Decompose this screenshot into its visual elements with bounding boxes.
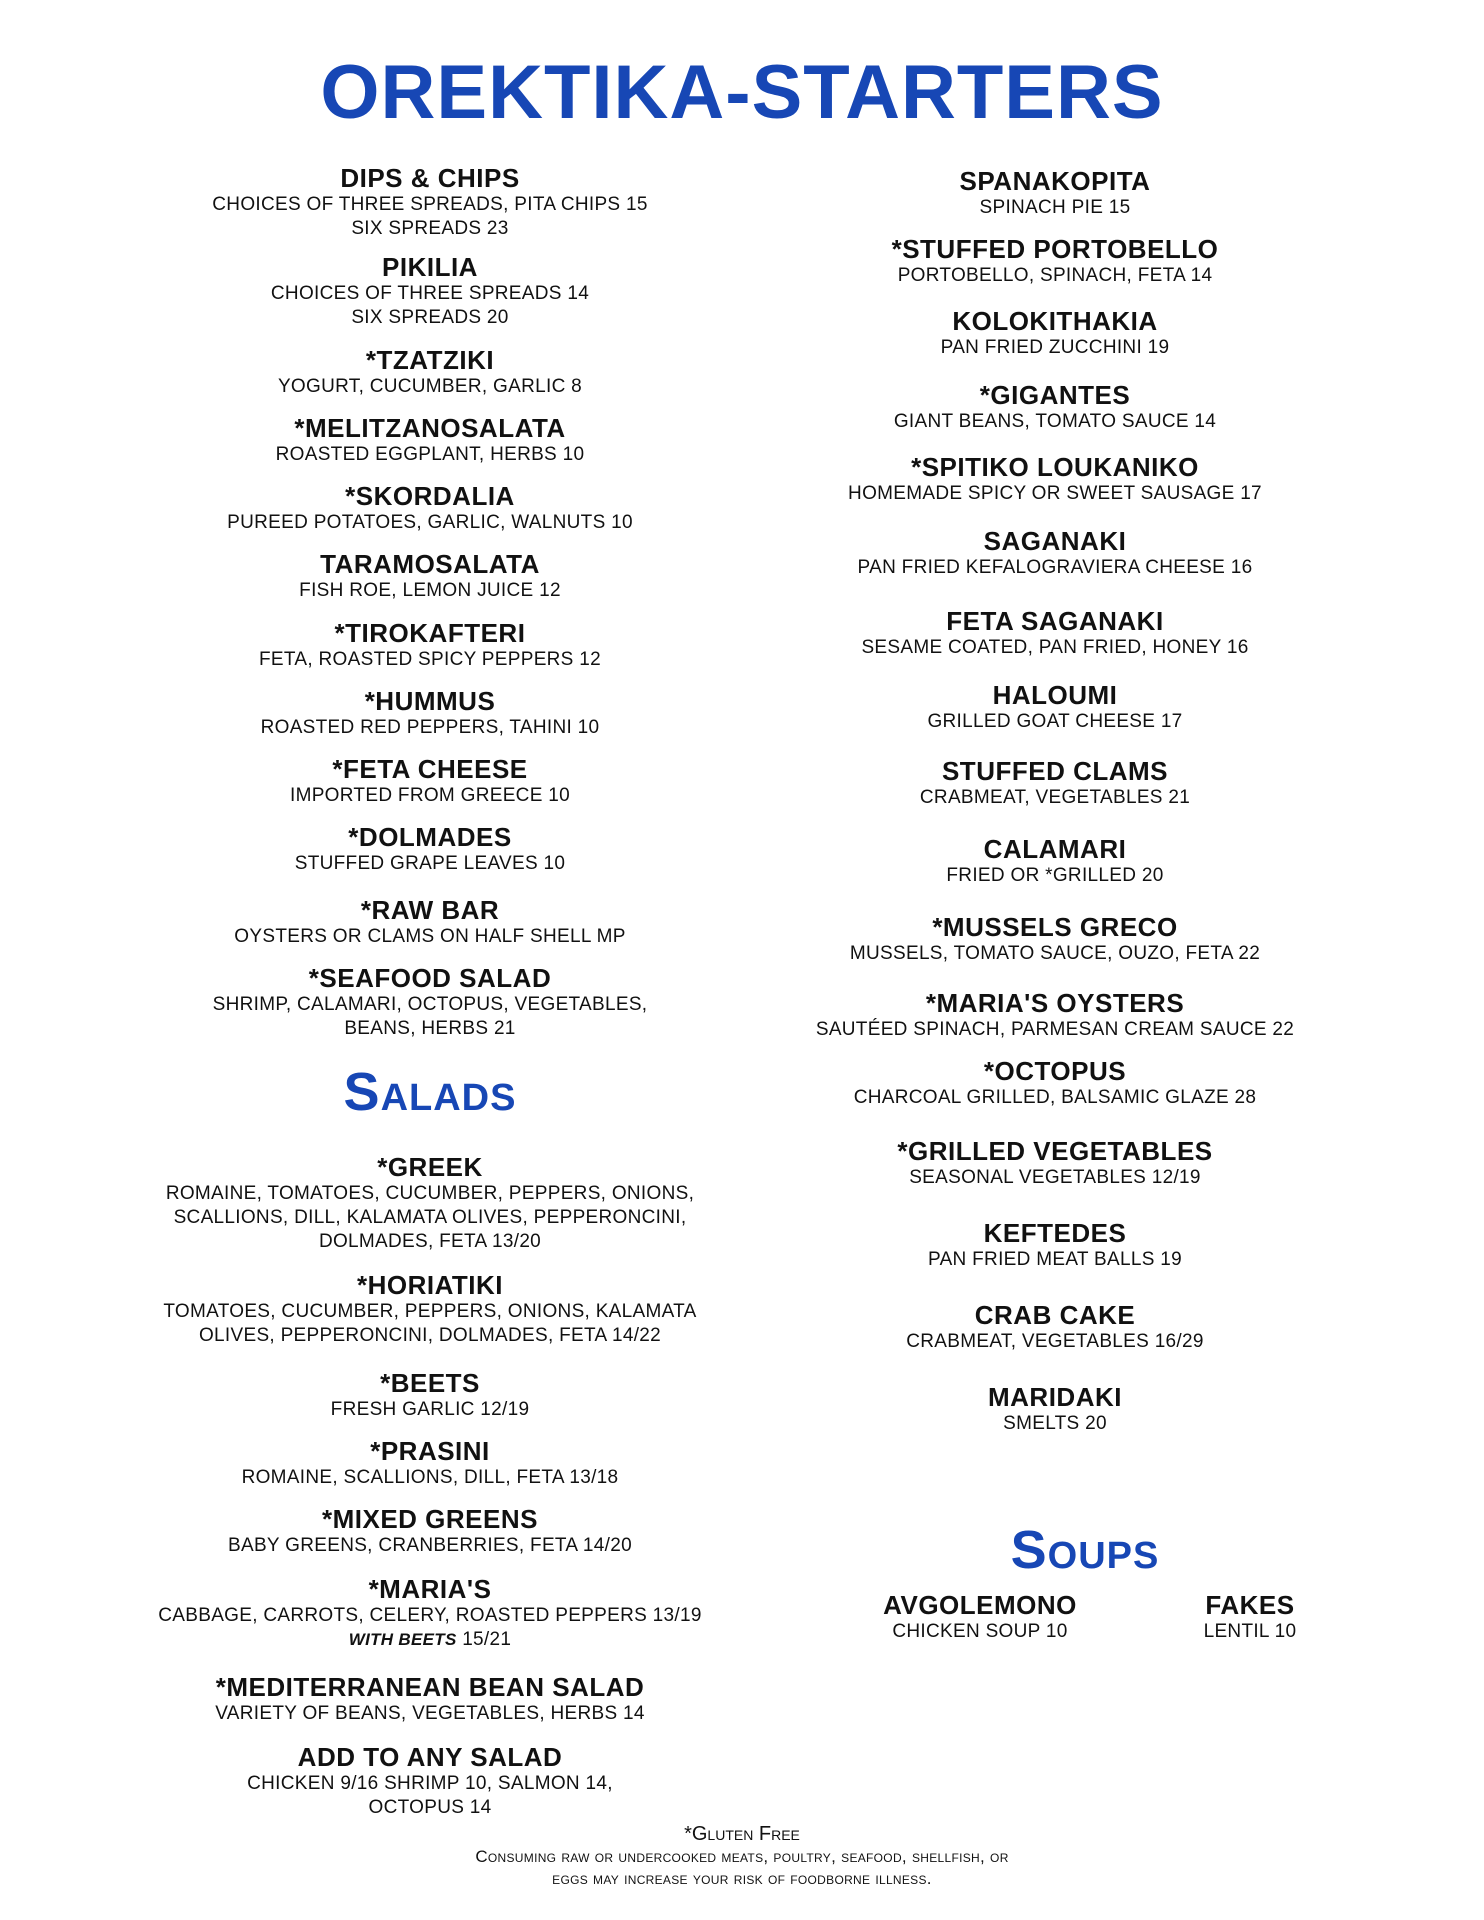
menu-item-description: CHICKEN 9/16 SHRIMP 10, SALMON 14, <box>247 1773 613 1794</box>
menu-item-description: SHRIMP, CALAMARI, OCTOPUS, VEGETABLES, <box>212 994 648 1015</box>
menu-item <box>100 413 760 467</box>
menu-item-name: *SKORDALIA <box>345 481 515 511</box>
menu-item-description: CHOICES OF THREE SPREADS 14 <box>270 283 590 304</box>
menu-item-name: *SPITIKO LOUKANIKO <box>911 452 1199 482</box>
menu-item-name: *OCTOPUS <box>983 1056 1127 1086</box>
menu-item-name: *GIGANTES <box>979 380 1131 410</box>
menu-item <box>770 306 1340 360</box>
menu-item-description: SIX SPREADS 23 <box>351 218 509 239</box>
menu-item-name: SAGANAKI <box>983 526 1127 556</box>
menu-item-description: SAUTÉED SPINACH, PARMESAN CREAM SAUCE 22 <box>815 1019 1295 1040</box>
menu-item-name: STUFFED CLAMS <box>941 756 1169 786</box>
menu-item <box>770 912 1340 966</box>
menu-item <box>100 895 760 949</box>
menu-item-name: DIPS & CHIPS <box>340 163 520 193</box>
menu-item <box>770 526 1340 580</box>
menu-item-description: CHARCOAL GRILLED, BALSAMIC GLAZE 28 <box>853 1087 1257 1108</box>
menu-item-description: GIANT BEANS, TOMATO SAUCE 14 <box>893 411 1217 432</box>
menu-item-name: *MARIA'S OYSTERS <box>925 988 1185 1018</box>
menu-item-description: SEASONAL VEGETABLES 12/19 <box>909 1167 1201 1188</box>
menu-item-name: *BEETS <box>380 1368 480 1398</box>
menu-item-name: KEFTEDES <box>983 1218 1127 1248</box>
menu-item-description: CRABMEAT, VEGETABLES 21 <box>919 787 1191 808</box>
food-safety-warning-line-1: Consuming raw or undercooked meats, poultry, seafood, shellfish, or <box>475 1847 1009 1866</box>
menu-item-name: SPANAKOPITA <box>959 166 1151 196</box>
menu-item <box>100 1152 760 1254</box>
menu-item-description: TOMATOES, CUCUMBER, PEPPERS, ONIONS, KALAMATA <box>163 1301 697 1322</box>
with-beets-option <box>100 1628 760 1652</box>
menu-item <box>770 988 1340 1042</box>
menu-item <box>100 822 760 876</box>
menu-item-description: FRIED OR *GRILLED 20 <box>946 865 1164 886</box>
menu-item-description: DOLMADES, FETA 13/20 <box>318 1231 542 1252</box>
menu-item <box>770 1300 1340 1354</box>
menu-item-description: CRABMEAT, VEGETABLES 16/29 <box>906 1331 1204 1352</box>
menu-item-description: OCTOPUS 14 <box>368 1797 492 1818</box>
menu-item-name: *MARIA'S <box>368 1574 492 1604</box>
menu-item-description: FISH ROE, LEMON JUICE 12 <box>299 580 561 601</box>
menu-item <box>100 481 760 535</box>
menu-item <box>770 452 1340 506</box>
menu-item-description: SCALLIONS, DILL, KALAMATA OLIVES, PEPPERONCINI, <box>173 1207 687 1228</box>
menu-item <box>100 1436 760 1490</box>
menu-item-description: MUSSELS, TOMATO SAUCE, OUZO, FETA 22 <box>849 943 1261 964</box>
menu-item <box>100 345 760 399</box>
soup-description: CHICKEN SOUP 10 <box>892 1621 1068 1642</box>
menu-item-name: *PRASINI <box>370 1436 490 1466</box>
menu-item <box>100 1504 760 1558</box>
menu-item <box>100 1270 760 1348</box>
menu-item-description: PAN FRIED KEFALOGRAVIERA CHEESE 16 <box>857 557 1253 578</box>
menu-item-description: SESAME COATED, PAN FRIED, HONEY 16 <box>861 637 1249 658</box>
menu-item <box>770 1136 1340 1190</box>
menu-item <box>770 166 1340 220</box>
menu-item-description: VARIETY OF BEANS, VEGETABLES, HERBS 14 <box>215 1703 645 1724</box>
menu-item-description: ROASTED EGGPLANT, HERBS 10 <box>275 444 585 465</box>
soups-heading: Soups <box>1010 1520 1160 1580</box>
menu-item-description: YOGURT, CUCUMBER, GARLIC 8 <box>277 376 583 397</box>
menu-item-name: *MELITZANOSALATA <box>294 413 566 443</box>
food-safety-warning-line-2: eggs may increase your risk of foodborne illness. <box>552 1869 932 1888</box>
menu-item-description: BABY GREENS, CRANBERRIES, FETA 14/20 <box>228 1535 632 1556</box>
menu-item-description: ROASTED RED PEPPERS, TAHINI 10 <box>260 717 600 738</box>
menu-item <box>770 1056 1340 1110</box>
menu-item <box>770 680 1340 734</box>
menu-item <box>770 834 1340 888</box>
soups-row <box>850 1590 1330 1670</box>
menu-item-description: OLIVES, PEPPERONCINI, DOLMADES, FETA 14/22 <box>198 1325 662 1346</box>
salads-heading: Salads <box>343 1062 517 1122</box>
menu-item-name: KOLOKITHAKIA <box>952 306 1158 336</box>
menu-item-name: *FETA CHEESE <box>332 754 528 784</box>
menu-item <box>100 686 760 740</box>
menu-item-description: IMPORTED FROM GREECE 10 <box>290 785 570 806</box>
menu-item-description: ROMAINE, TOMATOES, CUCUMBER, PEPPERS, ONIONS, <box>165 1183 695 1204</box>
menu-item-description: SIX SPREADS 20 <box>351 307 509 328</box>
menu-item-name: *SEAFOOD SALAD <box>308 963 552 993</box>
menu-item <box>770 380 1340 434</box>
with-beets-label: WITH BEETS <box>348 1630 457 1649</box>
with-beets-price: 15/21 <box>462 1629 512 1650</box>
menu-item-description: CHOICES OF THREE SPREADS, PITA CHIPS 15 <box>212 194 648 215</box>
menu-item <box>100 754 760 808</box>
menu-item <box>100 252 760 330</box>
menu-item-description: FRESH GARLIC 12/19 <box>330 1399 530 1420</box>
menu-item <box>100 618 760 672</box>
menu-item-description: GRILLED GOAT CHEESE 17 <box>927 711 1183 732</box>
menu-item-name: MARIDAKI <box>988 1382 1122 1412</box>
menu-item <box>100 549 760 603</box>
menu-item-description: BEANS, HERBS 21 <box>344 1018 516 1039</box>
menu-item-name: *MIXED GREENS <box>322 1504 538 1534</box>
menu-item <box>100 1742 760 1820</box>
gluten-free-note: *Gluten Free <box>684 1823 800 1845</box>
menu-item-description: PORTOBELLO, SPINACH, FETA 14 <box>897 265 1213 286</box>
menu-item <box>100 963 760 1041</box>
menu-item <box>770 234 1340 288</box>
menu-item-description: PAN FRIED MEAT BALLS 19 <box>928 1249 1182 1270</box>
menu-item-name: *GRILLED VEGETABLES <box>897 1136 1213 1166</box>
menu-item <box>100 1672 760 1726</box>
menu-item-name: *TZATZIKI <box>365 345 495 375</box>
soup-item <box>850 1590 1110 1644</box>
menu-item-name: *HUMMUS <box>364 686 496 716</box>
menu-item-name: *RAW BAR <box>360 895 500 925</box>
menu-item-name: ADD TO ANY SALAD <box>297 1742 563 1772</box>
menu-item-name: *TIROKAFTERI <box>334 618 526 648</box>
menu-item-name: *GREEK <box>377 1152 483 1182</box>
menu-item-name: CALAMARI <box>983 834 1127 864</box>
menu-item-name: *HORIATIKI <box>356 1270 504 1300</box>
menu-item-name: CRAB CAKE <box>974 1300 1136 1330</box>
menu-item-description: FETA, ROASTED SPICY PEPPERS 12 <box>259 649 601 670</box>
soup-name: FAKES <box>1205 1590 1295 1620</box>
menu-item-description: ROMAINE, SCALLIONS, DILL, FETA 13/18 <box>241 1467 619 1488</box>
menu-item-name: *STUFFED PORTOBELLO <box>891 234 1219 264</box>
menu-item-description: HOMEMADE SPICY OR SWEET SAUSAGE 17 <box>848 483 1262 504</box>
menu-item <box>770 756 1340 810</box>
menu-item-description: PUREED POTATOES, GARLIC, WALNUTS 10 <box>227 512 633 533</box>
menu-item-description: SMELTS 20 <box>1003 1413 1107 1434</box>
menu-item-description: OYSTERS OR CLAMS ON HALF SHELL MP <box>234 926 626 947</box>
menu-item-name: HALOUMI <box>992 680 1118 710</box>
menu-item <box>770 1218 1340 1272</box>
menu-item <box>770 606 1340 660</box>
menu-item <box>100 1368 760 1422</box>
menu-item-name: *MUSSELS GRECO <box>932 912 1178 942</box>
menu-item <box>100 163 760 241</box>
menu-item-name: FETA SAGANAKI <box>946 606 1164 636</box>
page-title: OREKTIKA-STARTERS <box>320 50 1164 135</box>
menu-item <box>770 1382 1340 1436</box>
soup-name: AVGOLEMONO <box>883 1590 1077 1620</box>
menu-item-name: PIKILIA <box>382 252 478 282</box>
footer <box>0 1822 1484 1890</box>
menu-item-name: TARAMOSALATA <box>320 549 540 579</box>
menu-item-description: CABBAGE, CARROTS, CELERY, ROASTED PEPPERS 13/19 <box>158 1605 702 1626</box>
menu-item-name: *DOLMADES <box>348 822 512 852</box>
soup-description: LENTIL 10 <box>1203 1621 1297 1642</box>
menu-item-description: PAN FRIED ZUCCHINI 19 <box>940 337 1170 358</box>
menu-item-description: SPINACH PIE 15 <box>979 197 1131 218</box>
soup-item <box>1150 1590 1350 1644</box>
menu-item <box>100 1574 760 1652</box>
menu-item-description: STUFFED GRAPE LEAVES 10 <box>294 853 566 874</box>
menu-item-name: *MEDITERRANEAN BEAN SALAD <box>215 1672 645 1702</box>
